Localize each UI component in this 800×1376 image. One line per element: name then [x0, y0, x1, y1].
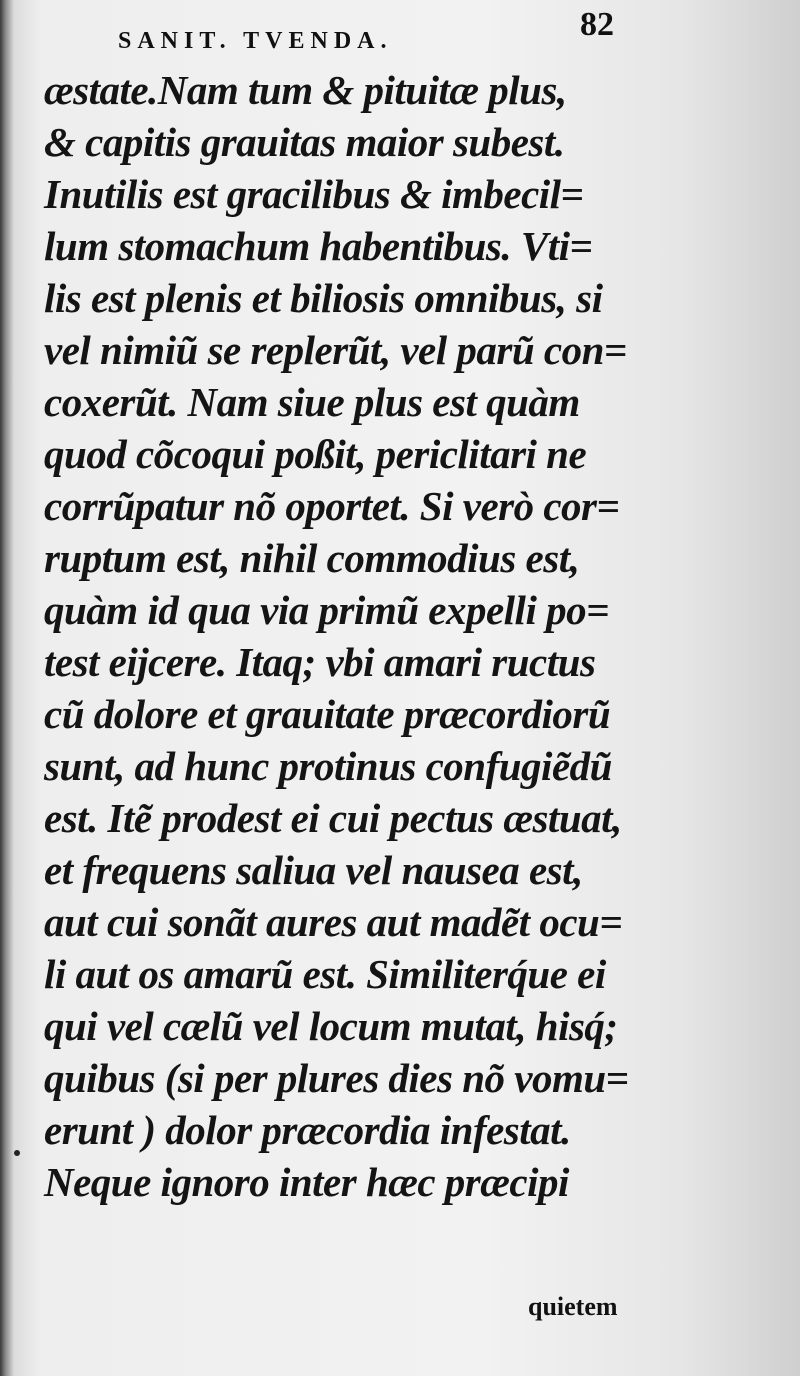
page-number: 82: [580, 6, 614, 43]
text-line: ruptum est, nihil commodius est,: [44, 535, 580, 581]
text-line: Neque ignoro inter hæc præcipi: [44, 1159, 569, 1205]
text-line: quàm id qua via primũ expelli po=: [44, 587, 609, 633]
text-line: sunt, ad hunc protinus confugiẽdũ: [44, 743, 612, 789]
text-line: li aut os amarũ est. Similiterq́ue ei: [44, 951, 606, 997]
text-line: qui vel cælũ vel locum mutat, hisq́;: [44, 1003, 618, 1049]
ink-spot: [14, 1150, 20, 1156]
text-line: æstate.Nam tum & pituitæ plus,: [44, 67, 567, 113]
text-line: vel nimiũ se replerũt, vel parũ con=: [44, 327, 627, 373]
text-line: cũ dolore et grauitate præcordiorũ: [44, 691, 611, 737]
bleed-through-text: [640, 600, 780, 762]
text-line: coxerũt. Nam siue plus est quàm: [44, 379, 580, 425]
catchword: quietem: [528, 1292, 618, 1321]
text-line: lum stomachum habentibus. Vti=: [44, 223, 593, 269]
text-line: quod cõcoqui poßit, periclitari ne: [44, 431, 587, 477]
running-header: [118, 14, 620, 54]
text-line: aut cui sonãt aures aut madẽt ocu=: [44, 899, 623, 945]
text-line: & capitis grauitas maior subest.: [44, 119, 565, 165]
text-line: test eijcere. Itaq; vbi amari ructus: [44, 639, 596, 685]
running-title: SANIT. TVENDA.: [118, 28, 393, 54]
text-line: est. Itẽ prodest ei cui pectus æstuat,: [44, 795, 622, 841]
text-line: quibus (si per plures dies nõ vomu=: [44, 1055, 629, 1101]
text-line: erunt ) dolor præcordia infestat.: [44, 1107, 571, 1153]
text-line: Inutilis est gracilibus & imbecil=: [44, 171, 584, 217]
text-line: lis est plenis et biliosis omnibus, si: [44, 275, 603, 321]
text-line: corrũpatur nõ oportet. Si verò cor=: [44, 483, 620, 529]
body-text: [44, 64, 644, 1208]
text-line: et frequens saliua vel nausea est,: [44, 847, 583, 893]
